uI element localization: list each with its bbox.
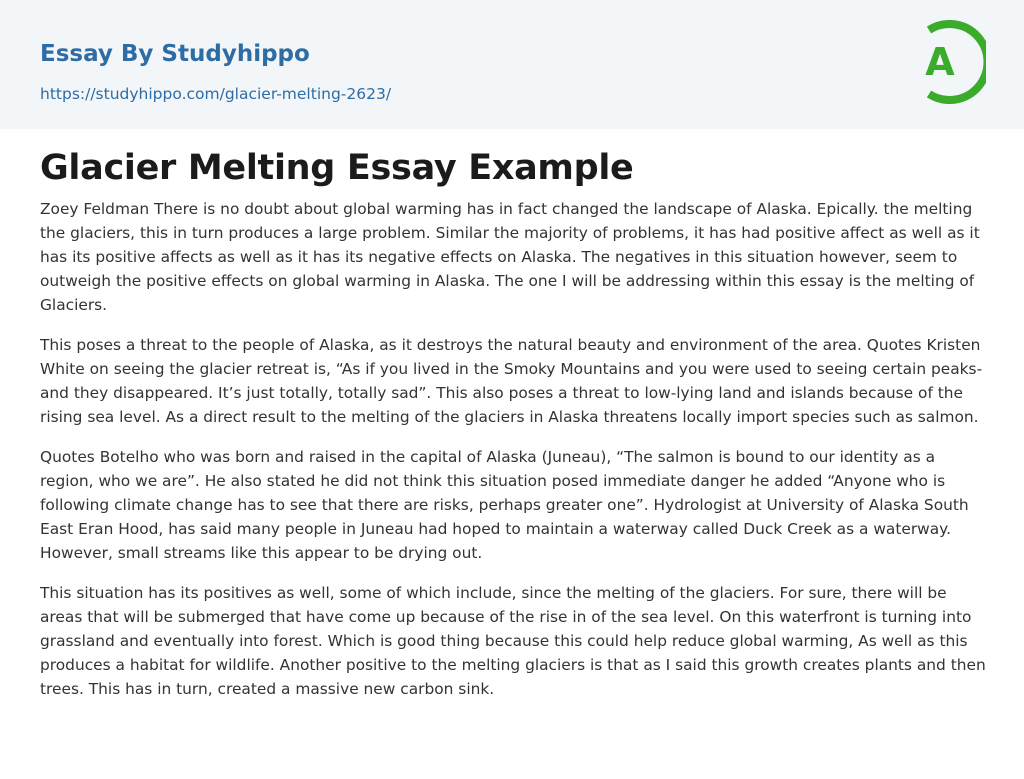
article-paragraph-1: Zoey Feldman There is no doubt about global warming has in fact changed the landscape of Alaska. Epically. the melting the glaciers, this in turn produces a large problem. Similar the majority of problems, it has had positive affect as well as it has its positive affects as well as it has its negative effects on Alaska. The negatives in this situation however, seem to outweigh the positive effects on global warming in Alaska. The one I will be addressing within this essay is the melting of Glaciers. [40,200,980,314]
site-brand[interactable]: Essay By Studyhippo [40,41,310,67]
essay-url-link[interactable]: https://studyhippo.com/glacier-melting-2623/ [40,85,392,103]
article-content [40,146,990,717]
studyhippo-logo-icon[interactable] [912,20,986,104]
article-paragraph-2: This poses a threat to the people of Alaska, as it destroys the natural beauty and environment of the area. Quotes Kristen White on seeing the glacier retreat is, “As if you lived in the Smoky Mountains and you were used to seeing certain peaks- and they disappeared. It’s just totally, totally sad”. This also poses a threat to low-lying land and islands because of the rising sea level. As a direct result to the melting of the glaciers in Alaska threatens locally import species such as salmon. [40,336,983,426]
article-title: Glacier Melting Essay Example [40,148,634,188]
logo-letter: A [925,40,955,84]
page-header [0,0,1024,129]
article-paragraph-3: Quotes Botelho who was born and raised in the capital of Alaska (Juneau), “The salmon is bound to our identity as a region, who we are”. He also stated he did not think this situation posed immediate danger he added “Anyone who is following climate change has to see that there are risks, perhaps greater one”. Hydrologist at University of Alaska South East Eran Hood, has said many people in Juneau had hoped to maintain a waterway called Duck Creek as a waterway. However, small streams like this appear to be drying out. [40,448,969,562]
article-paragraph-4: This situation has its positives as well, some of which include, since the melting of the glaciers. For sure, there will be areas that will be submerged that have come up because of the rise in of the sea level. On this waterfront is turning into grassland and eventually into forest. Which is good thing because this could help reduce global warming, As well as this produces a habitat for wildlife. Another positive to the melting glaciers is that as I said this growth creates plants and then trees. This has in turn, created a massive new carbon sink. [40,584,986,698]
